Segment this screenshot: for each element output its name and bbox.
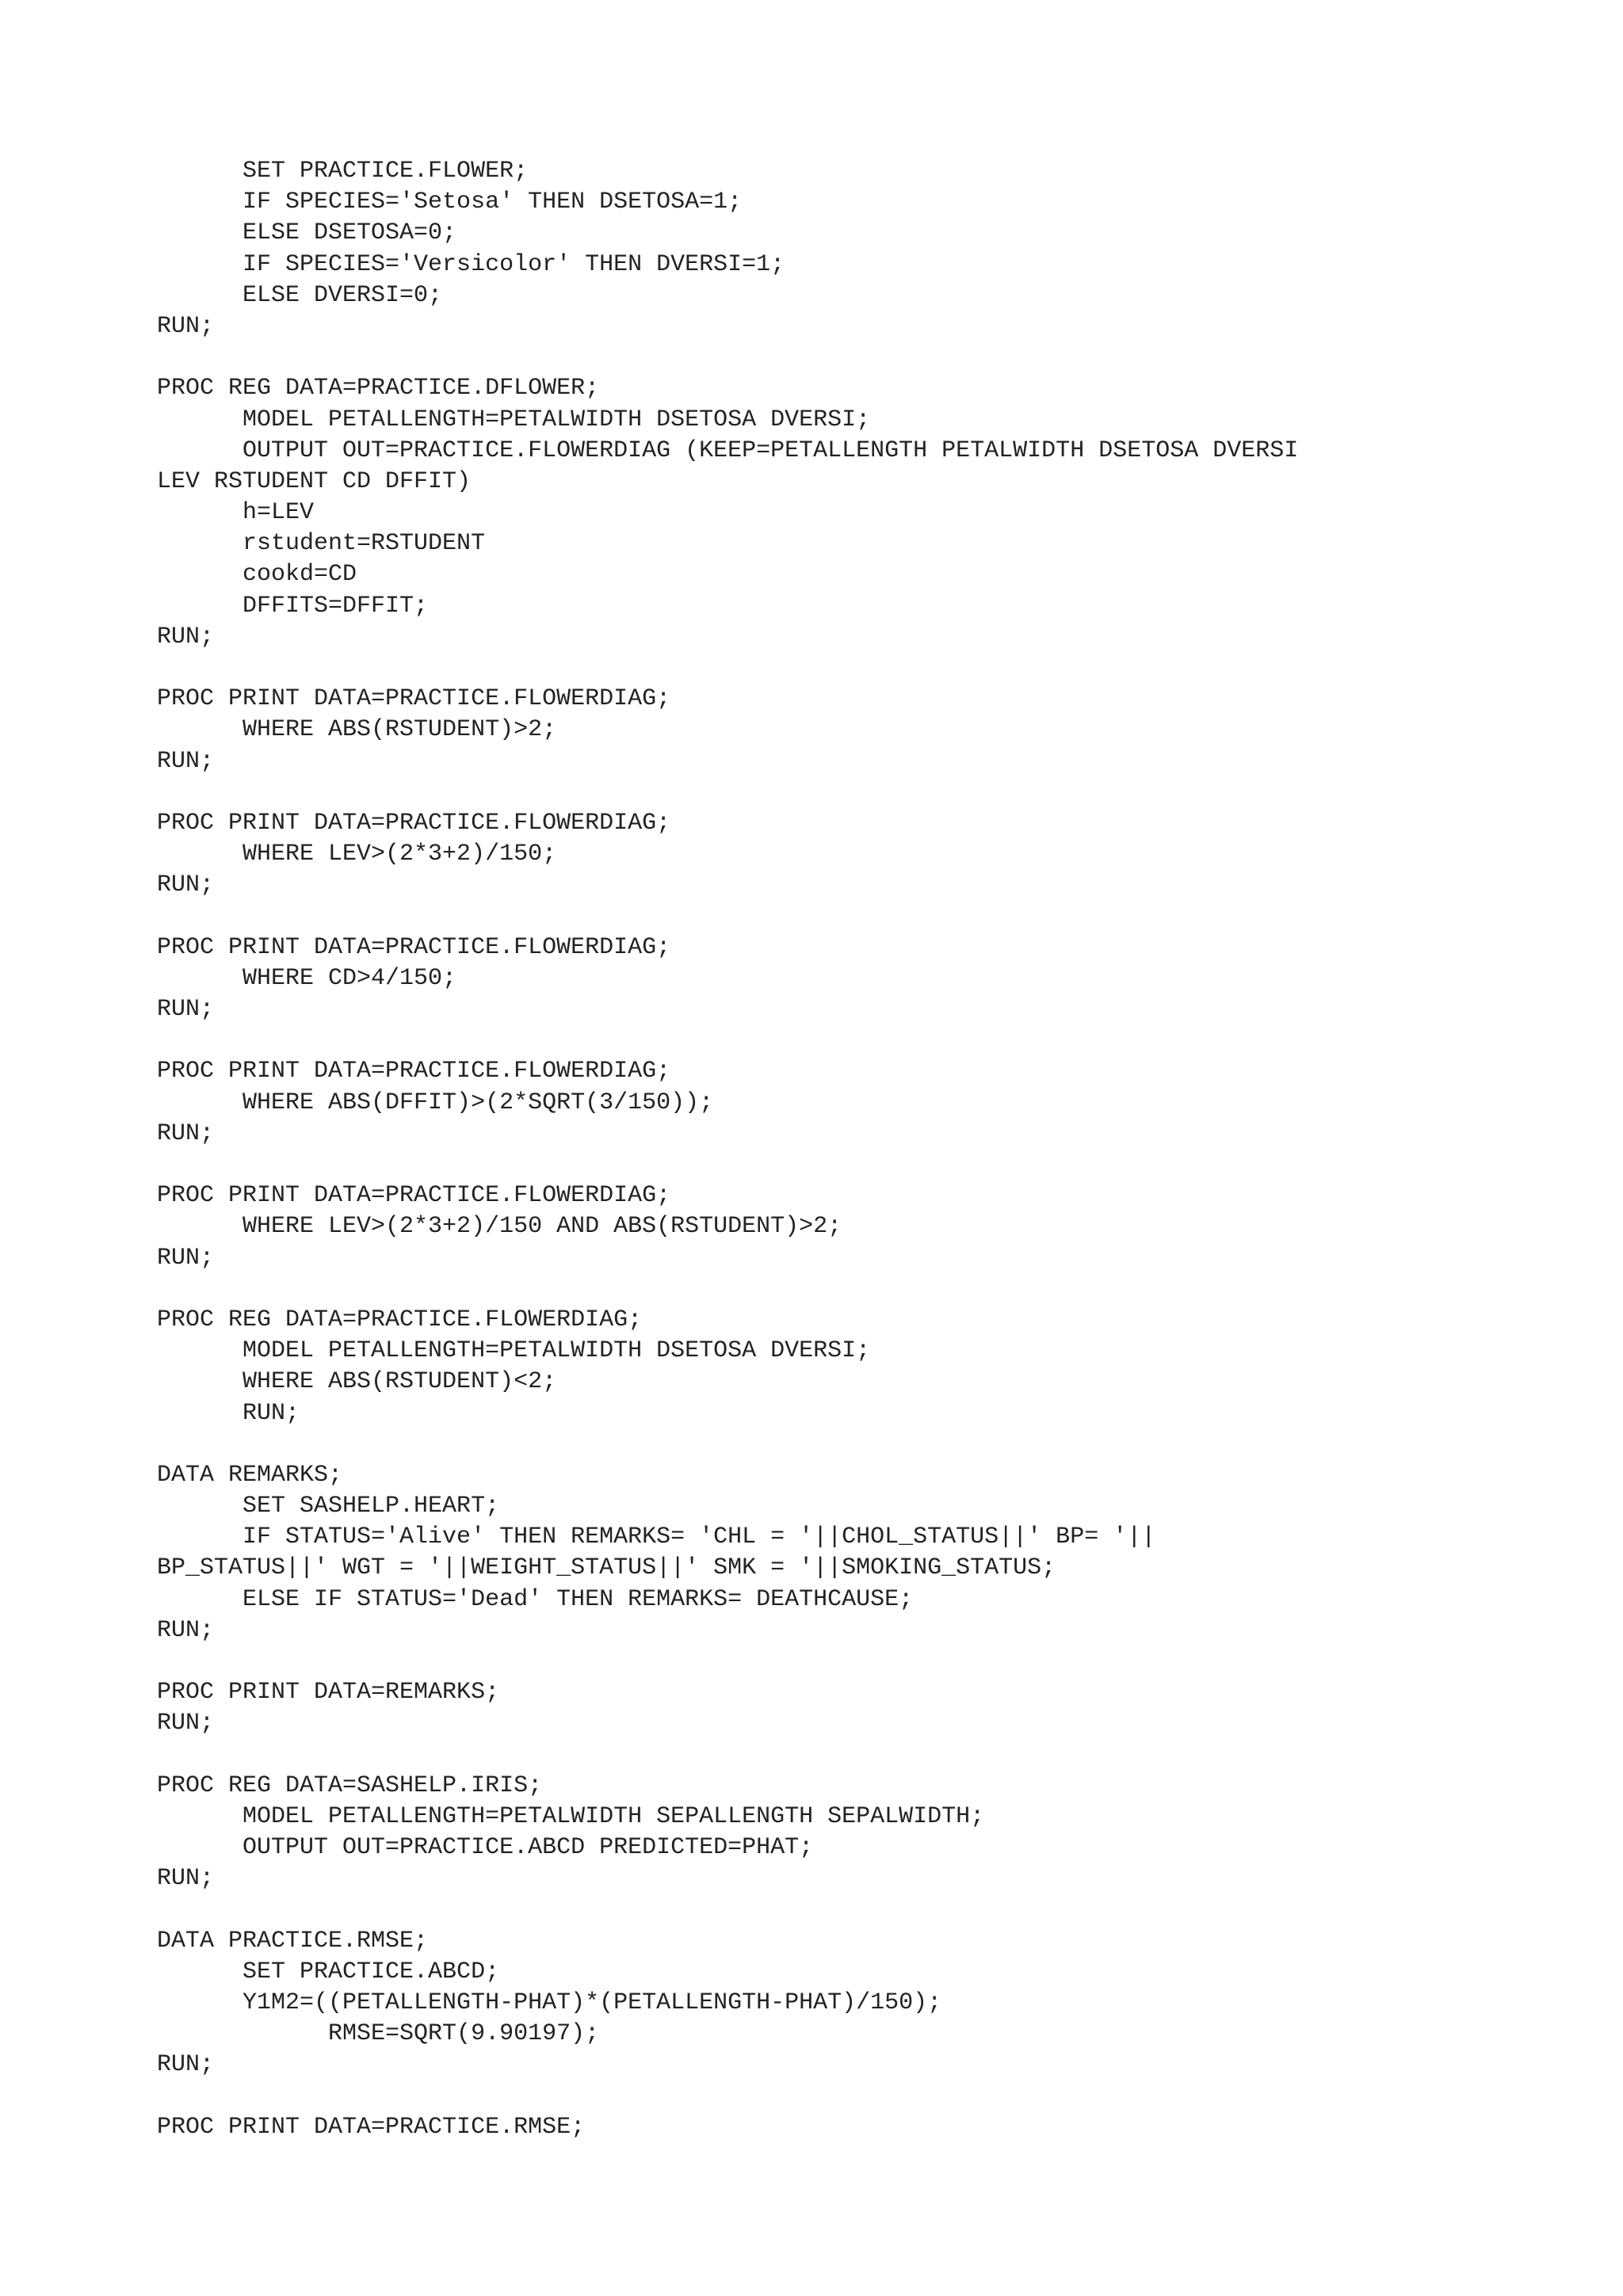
- code-line: [157, 1646, 1298, 1677]
- code-line: h=LEV: [157, 499, 315, 527]
- code-line: PROC REG DATA=PRACTICE.FLOWERDIAG;: [157, 1306, 643, 1333]
- code-line: DFFITS=DFFIT;: [157, 592, 429, 620]
- code-line: SET PRACTICE.ABCD;: [157, 1958, 500, 1985]
- code-line: PROC PRINT DATA=PRACTICE.FLOWERDIAG;: [157, 1182, 671, 1210]
- code-line: MODEL PETALLENGTH=PETALWIDTH DSETOSA DVERSI;: [157, 1337, 871, 1365]
- code-line: PROC PRINT DATA=PRACTICE.FLOWERDIAG;: [157, 1058, 671, 1085]
- code-line: rstudent=RSTUDENT: [157, 530, 486, 558]
- code-line: RUN;: [157, 312, 215, 340]
- code-line: RUN;: [157, 1399, 300, 1427]
- code-line: IF SPECIES='Versicolor' THEN DVERSI=1;: [157, 250, 785, 278]
- code-line: PROC REG DATA=PRACTICE.DFLOWER;: [157, 375, 600, 402]
- code-line: [157, 1150, 1298, 1180]
- code-line: SET SASHELP.HEART;: [157, 1493, 500, 1520]
- code-line: RUN;: [157, 996, 215, 1024]
- code-line: ELSE DVERSI=0;: [157, 281, 443, 309]
- code-line: cookd=CD: [157, 561, 357, 589]
- code-line: IF SPECIES='Setosa' THEN DSETOSA=1;: [157, 189, 743, 216]
- code-line: [157, 1429, 1298, 1460]
- code-line: [157, 1274, 1298, 1305]
- code-line: WHERE CD>4/150;: [157, 964, 457, 992]
- code-line: OUTPUT OUT=PRACTICE.ABCD PREDICTED=PHAT;: [157, 1834, 814, 1862]
- code-line: ELSE IF STATUS='Dead' THEN REMARKS= DEATHCAUSE;: [157, 1585, 914, 1613]
- code-line: Y1M2=((PETALLENGTH-PHAT)*(PETALLENGTH-PHAT)/150);: [157, 1989, 942, 2017]
- code-line: RUN;: [157, 871, 215, 899]
- code-line: [157, 1740, 1298, 1771]
- code-line: [157, 342, 1298, 373]
- code-line: RMSE=SQRT(9.90197);: [157, 2020, 600, 2048]
- code-line: LEV RSTUDENT CD DFFIT): [157, 467, 472, 495]
- code-line: RUN;: [157, 1616, 215, 1644]
- code-line: RUN;: [157, 2051, 215, 2079]
- code-line: IF STATUS='Alive' THEN REMARKS= 'CHL = '||CHOL_STATUS||' BP= '||: [157, 1524, 1156, 1551]
- code-line: [157, 653, 1298, 684]
- code-line: DATA PRACTICE.RMSE;: [157, 1927, 429, 1955]
- code-line: WHERE LEV>(2*3+2)/150;: [157, 841, 557, 868]
- code-line: [157, 1895, 1298, 1926]
- code-line: [157, 902, 1298, 933]
- code-line: BP_STATUS||' WGT = '||WEIGHT_STATUS||' SMK = '||SMOKING_STATUS;: [157, 1554, 1056, 1582]
- code-line: SET PRACTICE.FLOWER;: [157, 158, 529, 185]
- code-line: [157, 2081, 1298, 2112]
- code-line: ELSE DSETOSA=0;: [157, 219, 457, 247]
- code-line: OUTPUT OUT=PRACTICE.FLOWERDIAG (KEEP=PETALLENGTH PETALWIDTH DSETOSA DVERSI: [157, 437, 1299, 464]
- code-line: DATA REMARKS;: [157, 1461, 343, 1489]
- code-line: RUN;: [157, 1119, 215, 1147]
- code-line: [157, 777, 1298, 808]
- sas-code-block: [157, 156, 1298, 2143]
- code-line: RUN;: [157, 623, 215, 650]
- code-line: PROC PRINT DATA=PRACTICE.FLOWERDIAG;: [157, 933, 671, 961]
- code-line: WHERE ABS(RSTUDENT)>2;: [157, 716, 557, 744]
- code-line: RUN;: [157, 747, 215, 775]
- code-line: MODEL PETALLENGTH=PETALWIDTH SEPALLENGTH SEPALWIDTH;: [157, 1802, 985, 1830]
- code-line: PROC PRINT DATA=PRACTICE.RMSE;: [157, 2113, 586, 2141]
- code-line: WHERE ABS(RSTUDENT)<2;: [157, 1368, 557, 1396]
- code-line: PROC REG DATA=SASHELP.IRIS;: [157, 1772, 543, 1799]
- code-line: PROC PRINT DATA=PRACTICE.FLOWERDIAG;: [157, 685, 671, 713]
- code-line: PROC PRINT DATA=PRACTICE.FLOWERDIAG;: [157, 809, 671, 837]
- code-line: PROC PRINT DATA=REMARKS;: [157, 1679, 500, 1707]
- code-line: WHERE LEV>(2*3+2)/150 AND ABS(RSTUDENT)>2;: [157, 1213, 842, 1241]
- code-line: RUN;: [157, 1865, 215, 1893]
- code-line: RUN;: [157, 1710, 215, 1737]
- code-line: WHERE ABS(DFFIT)>(2*SQRT(3/150));: [157, 1089, 714, 1116]
- code-line: MODEL PETALLENGTH=PETALWIDTH DSETOSA DVERSI;: [157, 406, 871, 433]
- code-line: RUN;: [157, 1244, 215, 1272]
- code-line: [157, 1025, 1298, 1056]
